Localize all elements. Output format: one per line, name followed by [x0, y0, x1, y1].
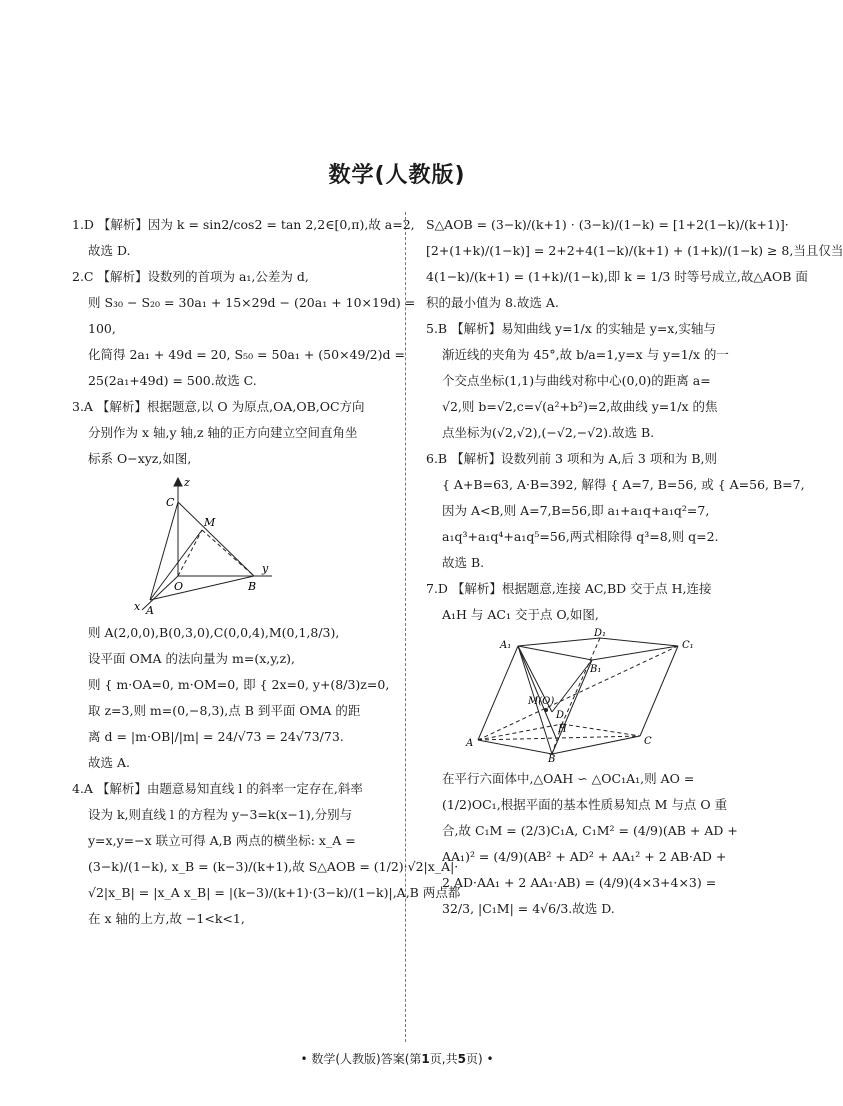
text-line: 3.A 【解析】根据题意,以 O 为原点,OA,OB,OC方向 [72, 399, 365, 414]
text-line: 25(2a₁+49d) = 500.故选 C. [88, 373, 257, 388]
footer-prefix: • 数学(人教版)答案(第 [300, 1052, 422, 1066]
text-line: (1/2)OC₁,根据平面的基本性质易知点 M 与点 O 重 [442, 797, 728, 812]
text-line: 故选 B. [442, 555, 485, 570]
figure-label: x [134, 600, 141, 613]
text-line: √2,则 b=√2,c=√(a²+b²)=2,故曲线 y=1/x 的焦 [442, 399, 718, 414]
parallelepiped-figure [456, 628, 696, 765]
text-line: 分别作为 x 轴,y 轴,z 轴的正方向建立空间直角坐 [88, 425, 358, 440]
figure-label: C [166, 496, 175, 509]
figure-label: B [548, 754, 556, 765]
text-line: 积的最小值为 8.故选 A. [426, 295, 559, 310]
text-line: 标系 O−xyz,如图, [88, 451, 192, 466]
text-line: AA₁)² = (4/9)(AB² + AD² + AA₁² + 2 AB·AD + [442, 849, 727, 864]
text-line: 1.D 【解析】因为 k = sin2/cos2 = tan 2,2∈[0,π),故 a=2, [72, 217, 415, 232]
text-line: 6.B 【解析】设数列前 3 项和为 A,后 3 项和为 B,则 [426, 451, 717, 466]
footer-suffix: 页) • [465, 1052, 494, 1066]
text-line: 取 z=3,则 m=(0,−8,3),点 B 到平面 OMA 的距 [88, 703, 361, 718]
text-line: y=x,y=−x 联立可得 A,B 两点的横坐标: x_A = [88, 833, 356, 848]
text-line: 化简得 2a₁ + 49d = 20, S₅₀ = 50a₁ + (50×49/2)d = [88, 347, 405, 362]
coordinate-tetrahedron-figure [132, 476, 292, 616]
text-line: 设平面 OMA 的法向量为 m=(x,y,z), [88, 651, 296, 666]
text-line: 故选 D. [88, 243, 131, 258]
figure-label: H [558, 724, 567, 735]
footer-page-number: 1 [421, 1052, 430, 1066]
figure-label: D [556, 710, 565, 721]
figure-label: A₁ [500, 640, 512, 651]
column-divider [405, 212, 406, 1042]
text-line: 4.A 【解析】由题意易知直线 l 的斜率一定存在,斜率 [72, 781, 363, 796]
figure-label: A [146, 604, 154, 617]
text-line: 2 AD·AA₁ + 2 AA₁·AB) = (4/9)(4×3+4×3) = [442, 875, 717, 890]
figure-label: M [204, 516, 216, 529]
text-line: 100, [88, 321, 116, 336]
text-line: 2.C 【解析】设数列的首项为 a₁,公差为 d, [72, 269, 309, 284]
figure-label: M(O) [528, 696, 555, 707]
text-line: 故选 A. [88, 755, 130, 770]
text-line: √2|x_B| = |x_A x_B| = |(k−3)/(k+1)·(3−k)/(1−k)|,A,B 两点都 [88, 885, 461, 900]
text-line: (3−k)/(1−k), x_B = (k−3)/(k+1),故 S△AOB = (1/2)·√2|x_A|· [88, 859, 459, 874]
text-line: [2+(1+k)/(1−k)] = 2+2+4(1−k)/(k+1) + (1+k)/(1−k) ≥ 8,当且仅当 [426, 243, 843, 258]
text-line: 设为 k,则直线 l 的方程为 y−3=k(x−1),分别与 [88, 807, 353, 822]
text-line: 7.D 【解析】根据题意,连接 AC,BD 交于点 H,连接 [426, 581, 712, 596]
figure-label: D₁ [594, 628, 607, 639]
figure-label: z [184, 476, 190, 489]
text-line: S△AOB = (3−k)/(k+1) · (3−k)/(1−k) = [1+2(1−k)/(k+1)]· [426, 217, 789, 232]
figure-label: C₁ [682, 640, 694, 651]
text-line: 则 A(2,0,0),B(0,3,0),C(0,0,4),M(0,1,8/3), [88, 625, 340, 640]
text-line: 5.B 【解析】易知曲线 y=1/x 的实轴是 y=x,实轴与 [426, 321, 716, 336]
text-line: 则 S₃₀ − S₂₀ = 30a₁ + 15×29d − (20a₁ + 10×19d) = [88, 295, 416, 310]
figure-label: B [248, 580, 257, 593]
text-line: 在 x 轴的上方,故 −1<k<1, [88, 911, 245, 926]
left-column [72, 212, 461, 932]
footer-middle: 页,共 [429, 1052, 458, 1066]
text-line: 32/3, |C₁M| = 4√6/3.故选 D. [442, 901, 615, 916]
text-line: 点坐标为(√2,√2),(−√2,−√2).故选 B. [442, 425, 655, 440]
text-line: A₁H 与 AC₁ 交于点 O,如图, [442, 607, 599, 622]
text-line: 4(1−k)/(k+1) = (1+k)/(1−k),即 k = 1/3 时等号成立,故△AOB 面 [426, 269, 808, 284]
figure-label: y [262, 562, 269, 575]
text-line: 在平行六面体中,△OAH ∽ △OC₁A₁,则 AO = [442, 771, 695, 786]
text-line: 渐近线的夹角为 45°,故 b/a=1,y=x 与 y=1/x 的一 [442, 347, 729, 362]
figure-label: O [174, 580, 184, 593]
text-line: 个交点坐标(1,1)与曲线对称中心(0,0)的距离 a= [442, 373, 711, 388]
text-line: a₁q³+a₁q⁴+a₁q⁵=56,两式相除得 q³=8,则 q=2. [442, 529, 719, 544]
figure-label: B₁ [590, 664, 602, 675]
page-title: 数学(人教版) [328, 163, 466, 188]
right-column [426, 212, 843, 922]
page-footer [0, 1050, 794, 1067]
figure-label: C [644, 736, 652, 747]
footer-total-pages: 5 [457, 1052, 466, 1066]
text-line: 则 { m·OA=0, m·OM=0, 即 { 2x=0, y+(8/3)z=0, [88, 677, 390, 692]
text-line: 离 d = |m·OB|/|m| = 24/√73 = 24√73/73. [88, 729, 344, 744]
text-line: { A+B=63, A·B=392, 解得 { A=7, B=56, 或 { A=56, B=7, [442, 477, 805, 492]
figure-label: A [466, 738, 474, 749]
text-line: 合,故 C₁M = (2/3)C₁A, C₁M² = (4/9)(AB + AD + [442, 823, 738, 838]
text-line: 因为 A<B,则 A=7,B=56,即 a₁+a₁q+a₁q²=7, [442, 503, 710, 518]
